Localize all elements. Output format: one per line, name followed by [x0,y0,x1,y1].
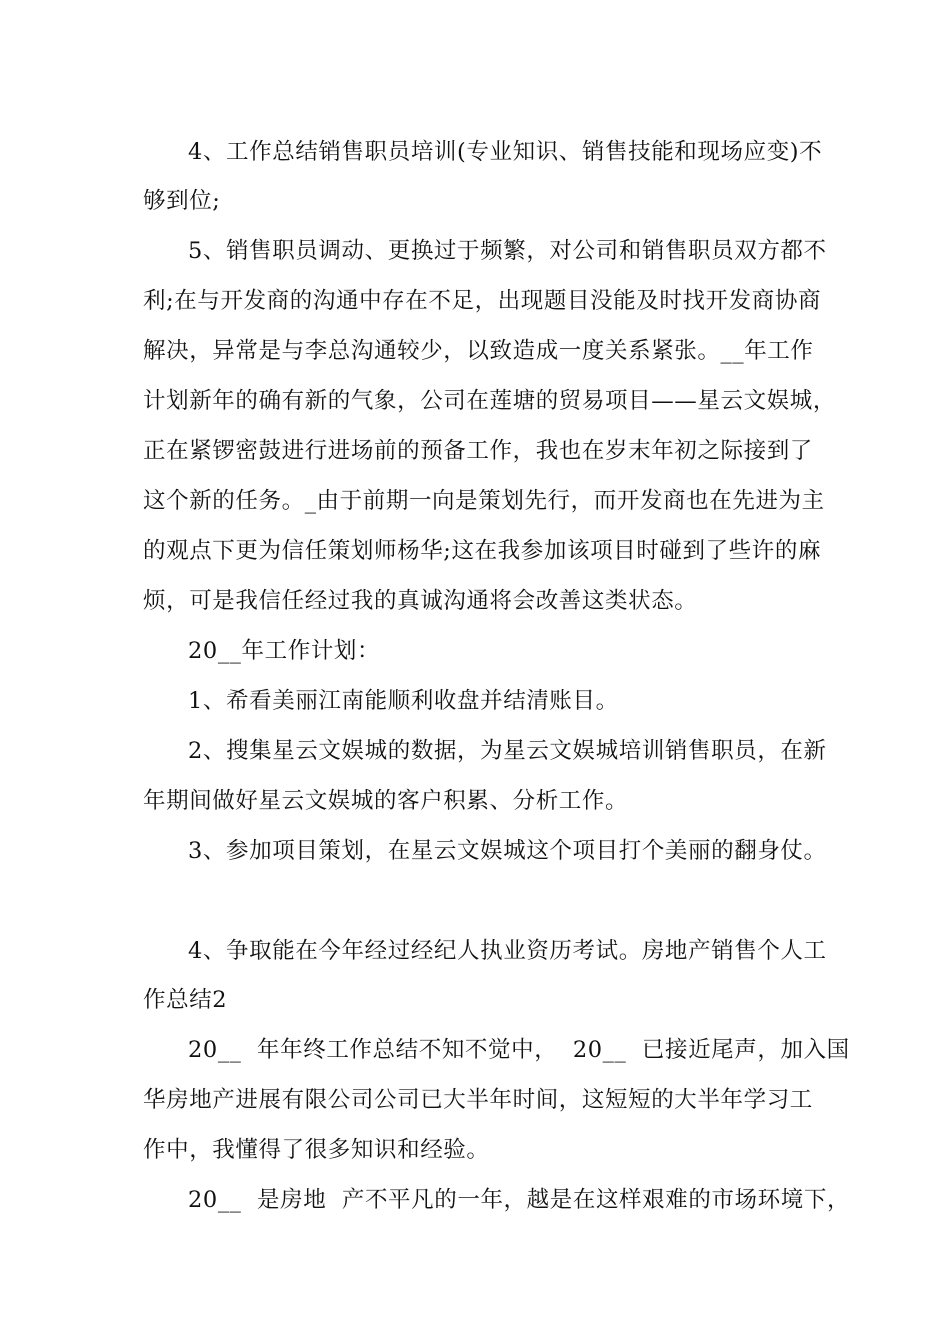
text-line: 解决，异常是与李总沟通较少，以致造成一度关系紧张。__年工作 [143,338,814,364]
text-line: 这个新的任务。_由于前期一向是策划先行，而开发商也在先进为主 [143,488,825,514]
text-line: 20__ 是房地 产不平凡的一年，越是在这样艰难的市场环境下， [188,1187,851,1213]
text-line: 年期间做好星云文娱城的客户积累、分析工作。 [143,788,629,814]
text-line: 作总结2 [143,987,228,1013]
text-line: 作中，我懂得了很多知识和经验。 [143,1137,490,1163]
text-line: 4、工作总结销售职员培训(专业知识、销售技能和现场应变)不 [188,139,823,165]
text-line: 的观点下更为信任策划师杨华;这在我参加该项目时碰到了些许的麻 [143,538,822,564]
text-line: 1、希看美丽江南能顺利收盘并结清账目。 [188,688,619,714]
text-line: 20__年工作计划： [188,638,381,664]
text-line: 华房地产进展有限公司公司已大半年时间，这短短的大半年学习工 [143,1087,813,1113]
text-line: 3、参加项目策划，在星云文娱城这个项目打个美丽的翻身仗。 [188,838,827,864]
text-line: 2、搜集星云文娱城的数据，为星云文娱城培训销售职员，在新 [188,738,827,764]
text-line: 5、销售职员调动、更换过于频繁，对公司和销售职员双方都不 [188,238,827,264]
text-line: 正在紧锣密鼓进行进场前的预备工作，我也在岁末年初之际接到了 [143,438,813,464]
text-line: 烦，可是我信任经过我的真诚沟通将会改善这类状态。 [143,588,698,614]
text-line: 20__ 年年终工作总结不知不觉中， 20__ 已接近尾声，加入国 [188,1037,850,1063]
text-line: 4、争取能在今年经过经纪人执业资历考试。房地产销售个人工 [188,938,827,964]
text-line: 计划新年的确有新的气象，公司在莲塘的贸易项目——星云文娱城， [143,388,837,414]
text-line: 够到位; [143,188,221,214]
text-line: 利;在与开发商的沟通中存在不足，出现题目没能及时找开发商协商 [143,288,822,314]
